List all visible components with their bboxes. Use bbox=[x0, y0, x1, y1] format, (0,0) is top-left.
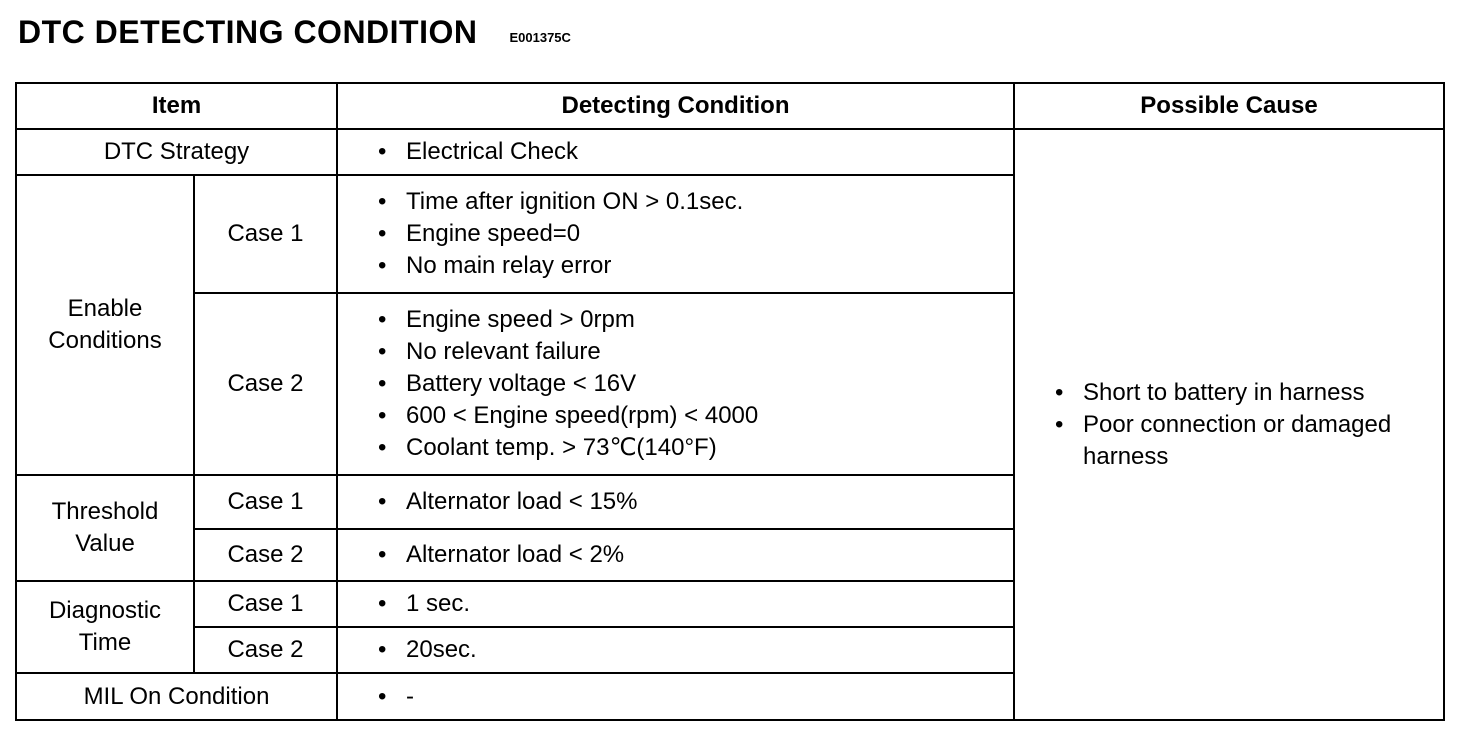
header-detecting-condition: Detecting Condition bbox=[338, 84, 1015, 130]
dtc-strategy-label: DTC Strategy bbox=[17, 130, 338, 176]
mil-on-condition-label: MIL On Condition bbox=[17, 674, 338, 719]
header-possible-cause: Possible Cause bbox=[1015, 84, 1443, 130]
condition-item: • No main relay error bbox=[376, 250, 743, 282]
enable-case1-conditions bbox=[338, 176, 1015, 294]
diagnostic-case1-conditions bbox=[338, 582, 1015, 628]
threshold-case1-label: Case 1 bbox=[195, 476, 338, 530]
enable-conditions-label bbox=[17, 176, 195, 476]
page-title: DTC DETECTING CONDITION bbox=[18, 14, 478, 50]
diagnostic-time-label-line2: Time bbox=[78, 629, 132, 656]
threshold-case2-conditions bbox=[338, 530, 1015, 582]
condition-item: • Engine speed > 0rpm bbox=[376, 304, 758, 336]
document-code: E001375C bbox=[509, 30, 571, 45]
condition-item: • No relevant failure bbox=[376, 336, 758, 368]
diagnostic-case2-conditions bbox=[338, 628, 1015, 674]
enable-conditions-label-line1: Enable bbox=[67, 295, 143, 322]
enable-case2-label: Case 2 bbox=[195, 294, 338, 476]
threshold-value-label-line2: Value bbox=[75, 530, 135, 557]
condition-item: • Battery voltage < 16V bbox=[376, 368, 758, 400]
mil-on-condition-conditions bbox=[338, 674, 1015, 719]
diagnostic-case2-label: Case 2 bbox=[195, 628, 338, 674]
enable-case1-label: Case 1 bbox=[195, 176, 338, 294]
dtc-table bbox=[15, 82, 1445, 721]
dtc-strategy-conditions bbox=[338, 130, 1015, 176]
condition-item: • 600 < Engine speed(rpm) < 4000 bbox=[376, 400, 758, 432]
header-item: Item bbox=[17, 84, 338, 130]
condition-item: • Time after ignition ON > 0.1sec. bbox=[376, 186, 743, 218]
condition-item: • Alternator load < 2% bbox=[376, 539, 624, 571]
condition-item: • 1 sec. bbox=[376, 588, 470, 620]
threshold-case2-label: Case 2 bbox=[195, 530, 338, 582]
condition-item: • - bbox=[376, 681, 414, 713]
condition-item: • Engine speed=0 bbox=[376, 218, 743, 250]
possible-cause-cell bbox=[1015, 130, 1443, 719]
threshold-value-label bbox=[17, 476, 195, 582]
cause-item: • Poor connection or damaged harness bbox=[1053, 409, 1413, 473]
condition-item: • Electrical Check bbox=[376, 136, 578, 168]
cause-item: • Short to battery in harness bbox=[1053, 377, 1413, 409]
enable-case2-conditions bbox=[338, 294, 1015, 476]
condition-item: • Alternator load < 15% bbox=[376, 486, 637, 518]
diagnostic-time-label bbox=[17, 582, 195, 674]
condition-item: • Coolant temp. > 73℃(140°F) bbox=[376, 432, 758, 464]
diagnostic-case1-label: Case 1 bbox=[195, 582, 338, 628]
threshold-value-label-line1: Threshold bbox=[51, 498, 159, 525]
diagnostic-time-label-line1: Diagnostic bbox=[48, 597, 162, 624]
enable-conditions-label-line2: Conditions bbox=[48, 327, 162, 354]
condition-item: • 20sec. bbox=[376, 634, 477, 666]
title-bar bbox=[18, 10, 571, 52]
threshold-case1-conditions bbox=[338, 476, 1015, 530]
